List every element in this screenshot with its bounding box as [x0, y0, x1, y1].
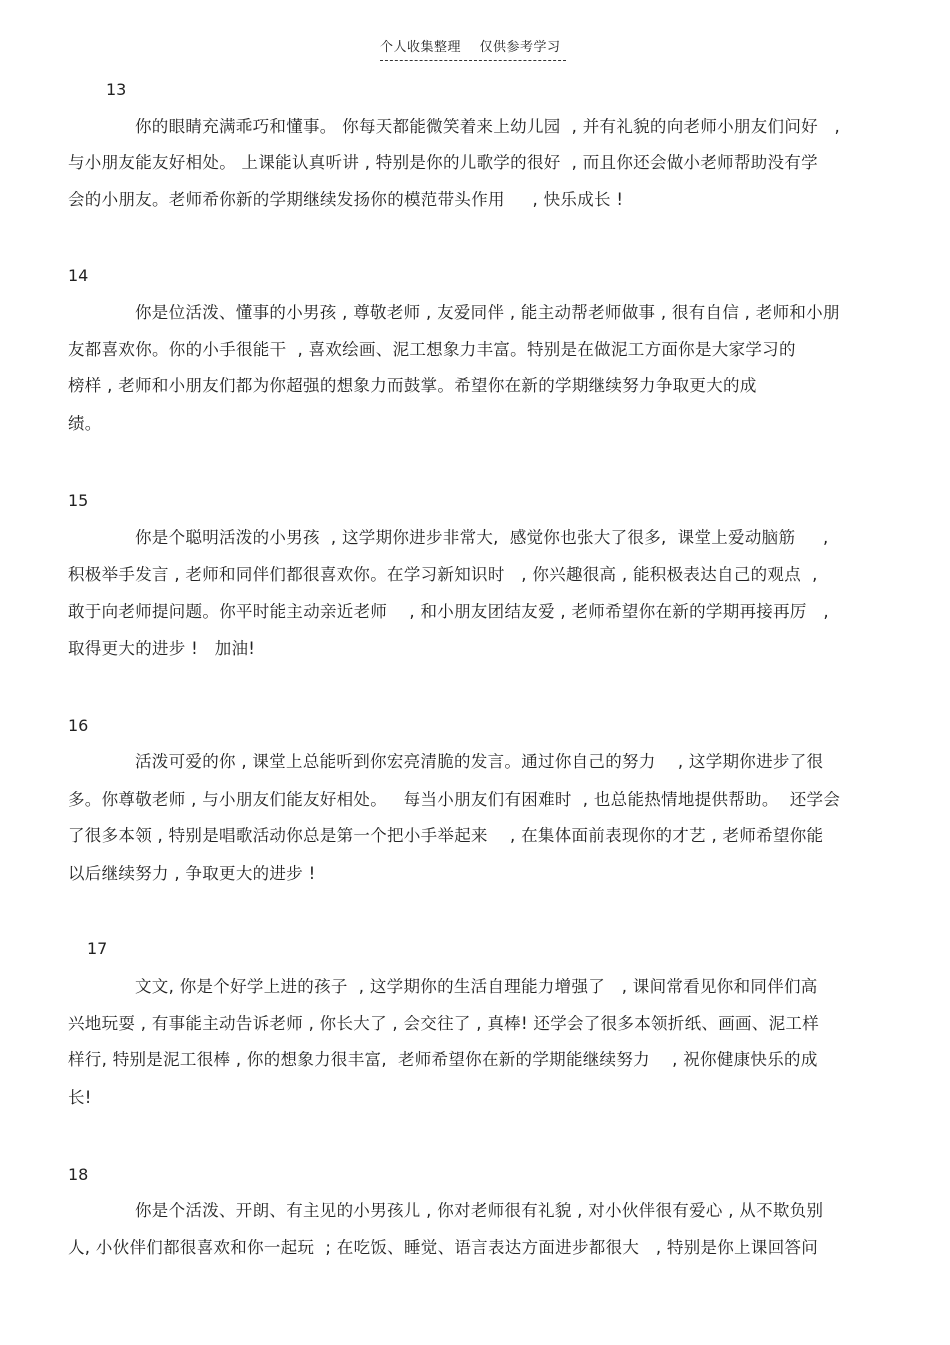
entry-line: 与小朋友能友好相处。 上课能认真听讲 , 特别是你的儿歌学的很好 , 而且你还会做小老师帮助没有学 [68, 153, 818, 172]
entry-line: 你是位活泼、懂事的小男孩 , 尊敬老师 , 友爱同伴 , 能主动帮老师做事 , 很有自信 , 老师和小朋 [135, 303, 840, 322]
entry-line: 积极举手发言 , 老师和同伴们都很喜欢你。在学习新知识时 , 你兴趣很高 , 能积极表达自己的观点 , [68, 565, 818, 584]
entry-number: 15 [68, 491, 89, 510]
entry-number: 17 [87, 939, 108, 958]
entry-number: 16 [68, 716, 89, 735]
entry-line: 兴地玩耍 , 有事能主动告诉老师 , 你长大了 , 会交往了 , 真棒! 还学会了很多本领折纸、画画、泥工样 [68, 1014, 819, 1033]
entry-line: 取得更大的进步 ! 加油! [68, 639, 256, 658]
page-header: 个人收集整理 仅供参考学习 [380, 38, 566, 61]
entry-line: 你是个聪明活泼的小男孩 , 这学期你进步非常大, 感觉你也张大了很多, 课堂上爱动脑筋 , [135, 528, 829, 547]
entry-line: 以后继续努力 , 争取更大的进步 ! [68, 864, 316, 883]
entry-line: 你是个活泼、开朗、有主见的小男孩儿 , 你对老师很有礼貌 , 对小伙伴很有爱心 , 从不欺负别 [135, 1201, 824, 1220]
entry-line: 长! [68, 1088, 92, 1107]
entry-line: 你的眼睛充满乖巧和懂事。 你每天都能微笑着来上幼儿园 , 并有礼貌的向老师小朋友们问好 , [135, 117, 841, 136]
entry-line: 文文, 你是个好学上进的孩子 , 这学期你的生活自理能力增强了 , 课间常看见你和同伴们高 [135, 977, 818, 996]
entry-line: 样行, 特别是泥工很棒 , 你的想象力很丰富, 老师希望你在新的学期能继续努力 , 祝你健康快乐的成 [68, 1050, 818, 1069]
entry-line: 多。你尊敬老师 , 与小朋友们能友好相处。 每当小朋友们有困难时 , 也总能热情地提供帮助。 还学会 [68, 790, 841, 809]
entry-line: 活泼可爱的你 , 课堂上总能听到你宏亮清脆的发言。通过你自己的努力 , 这学期你进步了很 [135, 752, 824, 771]
entry-number: 13 [106, 80, 127, 99]
entry-number: 14 [68, 266, 89, 285]
entry-line: 人, 小伙伴们都很喜欢和你一起玩 ; 在吃饭、睡觉、语言表达方面进步都很大 , 特别是你上课回答问 [68, 1238, 819, 1257]
entry-line: 了很多本领 , 特别是唱歌活动你总是第一个把小手举起来 , 在集体面前表现你的才艺 , 老师希望你能 [68, 826, 824, 845]
entry-line: 友都喜欢你。你的小手很能干 , 喜欢绘画、泥工想象力丰富。特别是在做泥工方面你是大家学习的 [68, 340, 796, 359]
entry-line: 敢于向老师提问题。你平时能主动亲近老师 , 和小朋友团结友爱 , 老师希望你在新的学期再接再厉 , [68, 602, 829, 621]
entry-number: 18 [68, 1165, 89, 1184]
entry-line: 榜样 , 老师和小朋友们都为你超强的想象力而鼓掌。希望你在新的学期继续努力争取更大的成 [68, 376, 757, 395]
entry-line: 绩。 [68, 414, 102, 433]
entry-line: 会的小朋友。老师希你新的学期继续发扬你的模范带头作用 , 快乐成长 ! [68, 190, 624, 209]
